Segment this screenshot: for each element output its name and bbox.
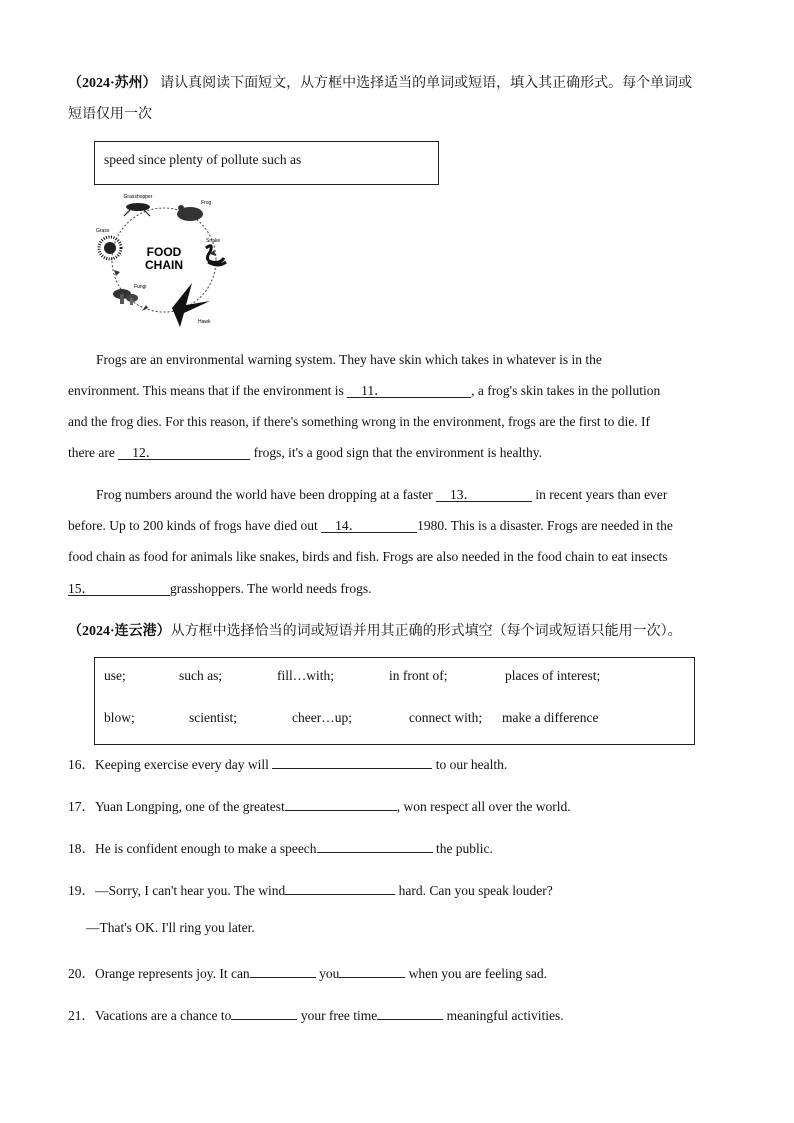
word-scientist: scientist; <box>189 710 237 725</box>
section2-header <box>68 616 728 647</box>
blank-13[interactable] <box>436 487 532 502</box>
question-text: Keeping exercise every day will <box>95 757 273 772</box>
word-in-front-of: in front of; <box>389 668 448 683</box>
question-number: 19． <box>68 883 95 898</box>
blank-13-label: 13． <box>450 487 478 502</box>
question-number: 16． <box>68 757 95 772</box>
question-text-end: when you are feeling sad. <box>405 966 548 981</box>
word-box-2 <box>94 657 695 745</box>
frog-icon <box>177 205 203 221</box>
para1-line2-a: environment. This means that if the environment is <box>68 383 348 398</box>
word-blow: blow; <box>104 710 135 725</box>
para2-line3: food chain as food for animals like snakes, birds and fish. Frogs are also needed in the food chain to eat insects <box>68 549 668 564</box>
question-text: Yuan Longping, one of the greatest <box>95 799 285 814</box>
blank-11-label: 11． <box>361 383 388 398</box>
para2-line1-a: Frog numbers around the world have been dropping at a faster <box>96 487 437 502</box>
word-fill-with: fill…with; <box>277 668 334 683</box>
word-make-a-difference: make a difference <box>502 710 599 725</box>
question-16 <box>68 753 507 773</box>
answer-blank-21b[interactable] <box>377 1005 443 1020</box>
section2-source: （2024·连云港） <box>68 624 171 639</box>
word-such-as: such as; <box>179 668 223 683</box>
label-hawk: Hawk <box>198 319 211 325</box>
question-21 <box>68 1004 564 1024</box>
answer-blank-17[interactable] <box>285 796 397 811</box>
grass-icon <box>99 237 121 259</box>
arrow-4 <box>114 270 120 276</box>
question-text: Orange represents joy. It can <box>95 966 250 981</box>
label-snake: Snake <box>206 238 221 244</box>
section1-source: （2024·苏州） <box>68 76 157 91</box>
word-use: use; <box>104 668 126 683</box>
word-places-of-interest: places of interest; <box>505 668 601 683</box>
question-20 <box>68 962 547 982</box>
para2-line2-b: 1980. This is a disaster. Frogs are needed in the <box>417 518 673 533</box>
para2-line1 <box>96 487 756 503</box>
label-grass: Grass <box>96 228 110 234</box>
question-18 <box>68 837 493 857</box>
answer-blank-20a[interactable] <box>250 963 316 978</box>
section2-instruction: 从方框中选择恰当的词或短语并用其正确的形式填空（每个词或短语只能用一次）。 <box>170 624 682 639</box>
question-text-end: meaningful activities. <box>443 1008 564 1023</box>
question-19-reply <box>86 920 255 936</box>
para2-line4 <box>68 581 728 597</box>
para1-line4-a: there are <box>68 445 119 460</box>
blank-12[interactable] <box>118 445 250 460</box>
grasshopper-icon <box>124 203 150 216</box>
food-chain-figure <box>88 190 243 330</box>
question-number: 21． <box>68 1008 95 1023</box>
blank-12-label: 12． <box>132 445 160 460</box>
question-number: 17． <box>68 799 95 814</box>
blank-11[interactable] <box>347 383 471 398</box>
para1-line1: Frogs are an environmental warning system. They have skin which takes in whatever is in the <box>96 352 602 367</box>
reply-text: —That's OK. I'll ring you later. <box>86 920 255 935</box>
section1-header <box>68 68 728 99</box>
question-text-mid: your free time <box>297 1008 378 1023</box>
para1-line2-b: , a frog's skin takes in the pollution <box>471 383 661 398</box>
label-frog: Frog <box>201 200 212 206</box>
question-text-mid: you <box>315 966 340 981</box>
word-connect-with: connect with; <box>409 710 483 725</box>
answer-blank-21a[interactable] <box>231 1005 297 1020</box>
question-number: 20． <box>68 966 95 981</box>
word-box-1 <box>94 141 439 185</box>
question-text-end: to our health. <box>432 757 508 772</box>
answer-blank-19[interactable] <box>285 880 395 895</box>
food-chain-title-2: CHAIN <box>145 258 183 272</box>
food-chain-title-1: FOOD <box>146 245 182 259</box>
word-box-1-text: speed since plenty of pollute such as <box>104 152 302 167</box>
label-grasshopper: Grasshopper <box>123 194 153 200</box>
question-text: Vacations are a chance to <box>95 1008 232 1023</box>
blank-15[interactable] <box>68 581 170 596</box>
section1-instruction: 请认真阅读下面短文，从方框中选择适当的单词或短语，填入其正确形式。每个单词或 <box>160 76 693 91</box>
question-text-end: , won respect all over the world. <box>396 799 571 814</box>
blank-14-label: 14． <box>335 518 363 533</box>
blank-15-label: 15． <box>68 581 95 596</box>
para2-line2 <box>68 518 728 534</box>
label-fungi: Fungi <box>134 284 147 290</box>
para1-line3: and the frog dies. For this reason, if there's something wrong in the environment, frogs are the first to die. If <box>68 414 651 429</box>
question-17 <box>68 795 571 815</box>
arrow-3 <box>142 305 148 311</box>
section1-header-line2: 短语仅用一次 <box>68 107 152 122</box>
question-text-end: the public. <box>432 841 493 856</box>
para2-line1-b: in recent years than ever <box>532 487 668 502</box>
question-text: —Sorry, I can't hear you. The wind <box>95 883 286 898</box>
para1-line4 <box>68 445 728 461</box>
question-19 <box>68 879 553 899</box>
para2-line4-b: grasshoppers. The world needs frogs. <box>170 581 372 596</box>
question-number: 18． <box>68 841 95 856</box>
blank-14[interactable] <box>321 518 417 533</box>
para2-line2-a: before. Up to 200 kinds of frogs have died out <box>68 518 322 533</box>
para1-line4-b: frogs, it's a good sign that the environment is healthy. <box>250 445 542 460</box>
word-cheer-up: cheer…up; <box>292 710 352 725</box>
question-text: He is confident enough to make a speech <box>95 841 317 856</box>
answer-blank-20b[interactable] <box>339 963 405 978</box>
para1-line2 <box>68 383 728 399</box>
answer-blank-18[interactable] <box>317 838 433 853</box>
question-text-end: hard. Can you speak louder? <box>395 883 553 898</box>
answer-blank-16[interactable] <box>272 754 432 769</box>
